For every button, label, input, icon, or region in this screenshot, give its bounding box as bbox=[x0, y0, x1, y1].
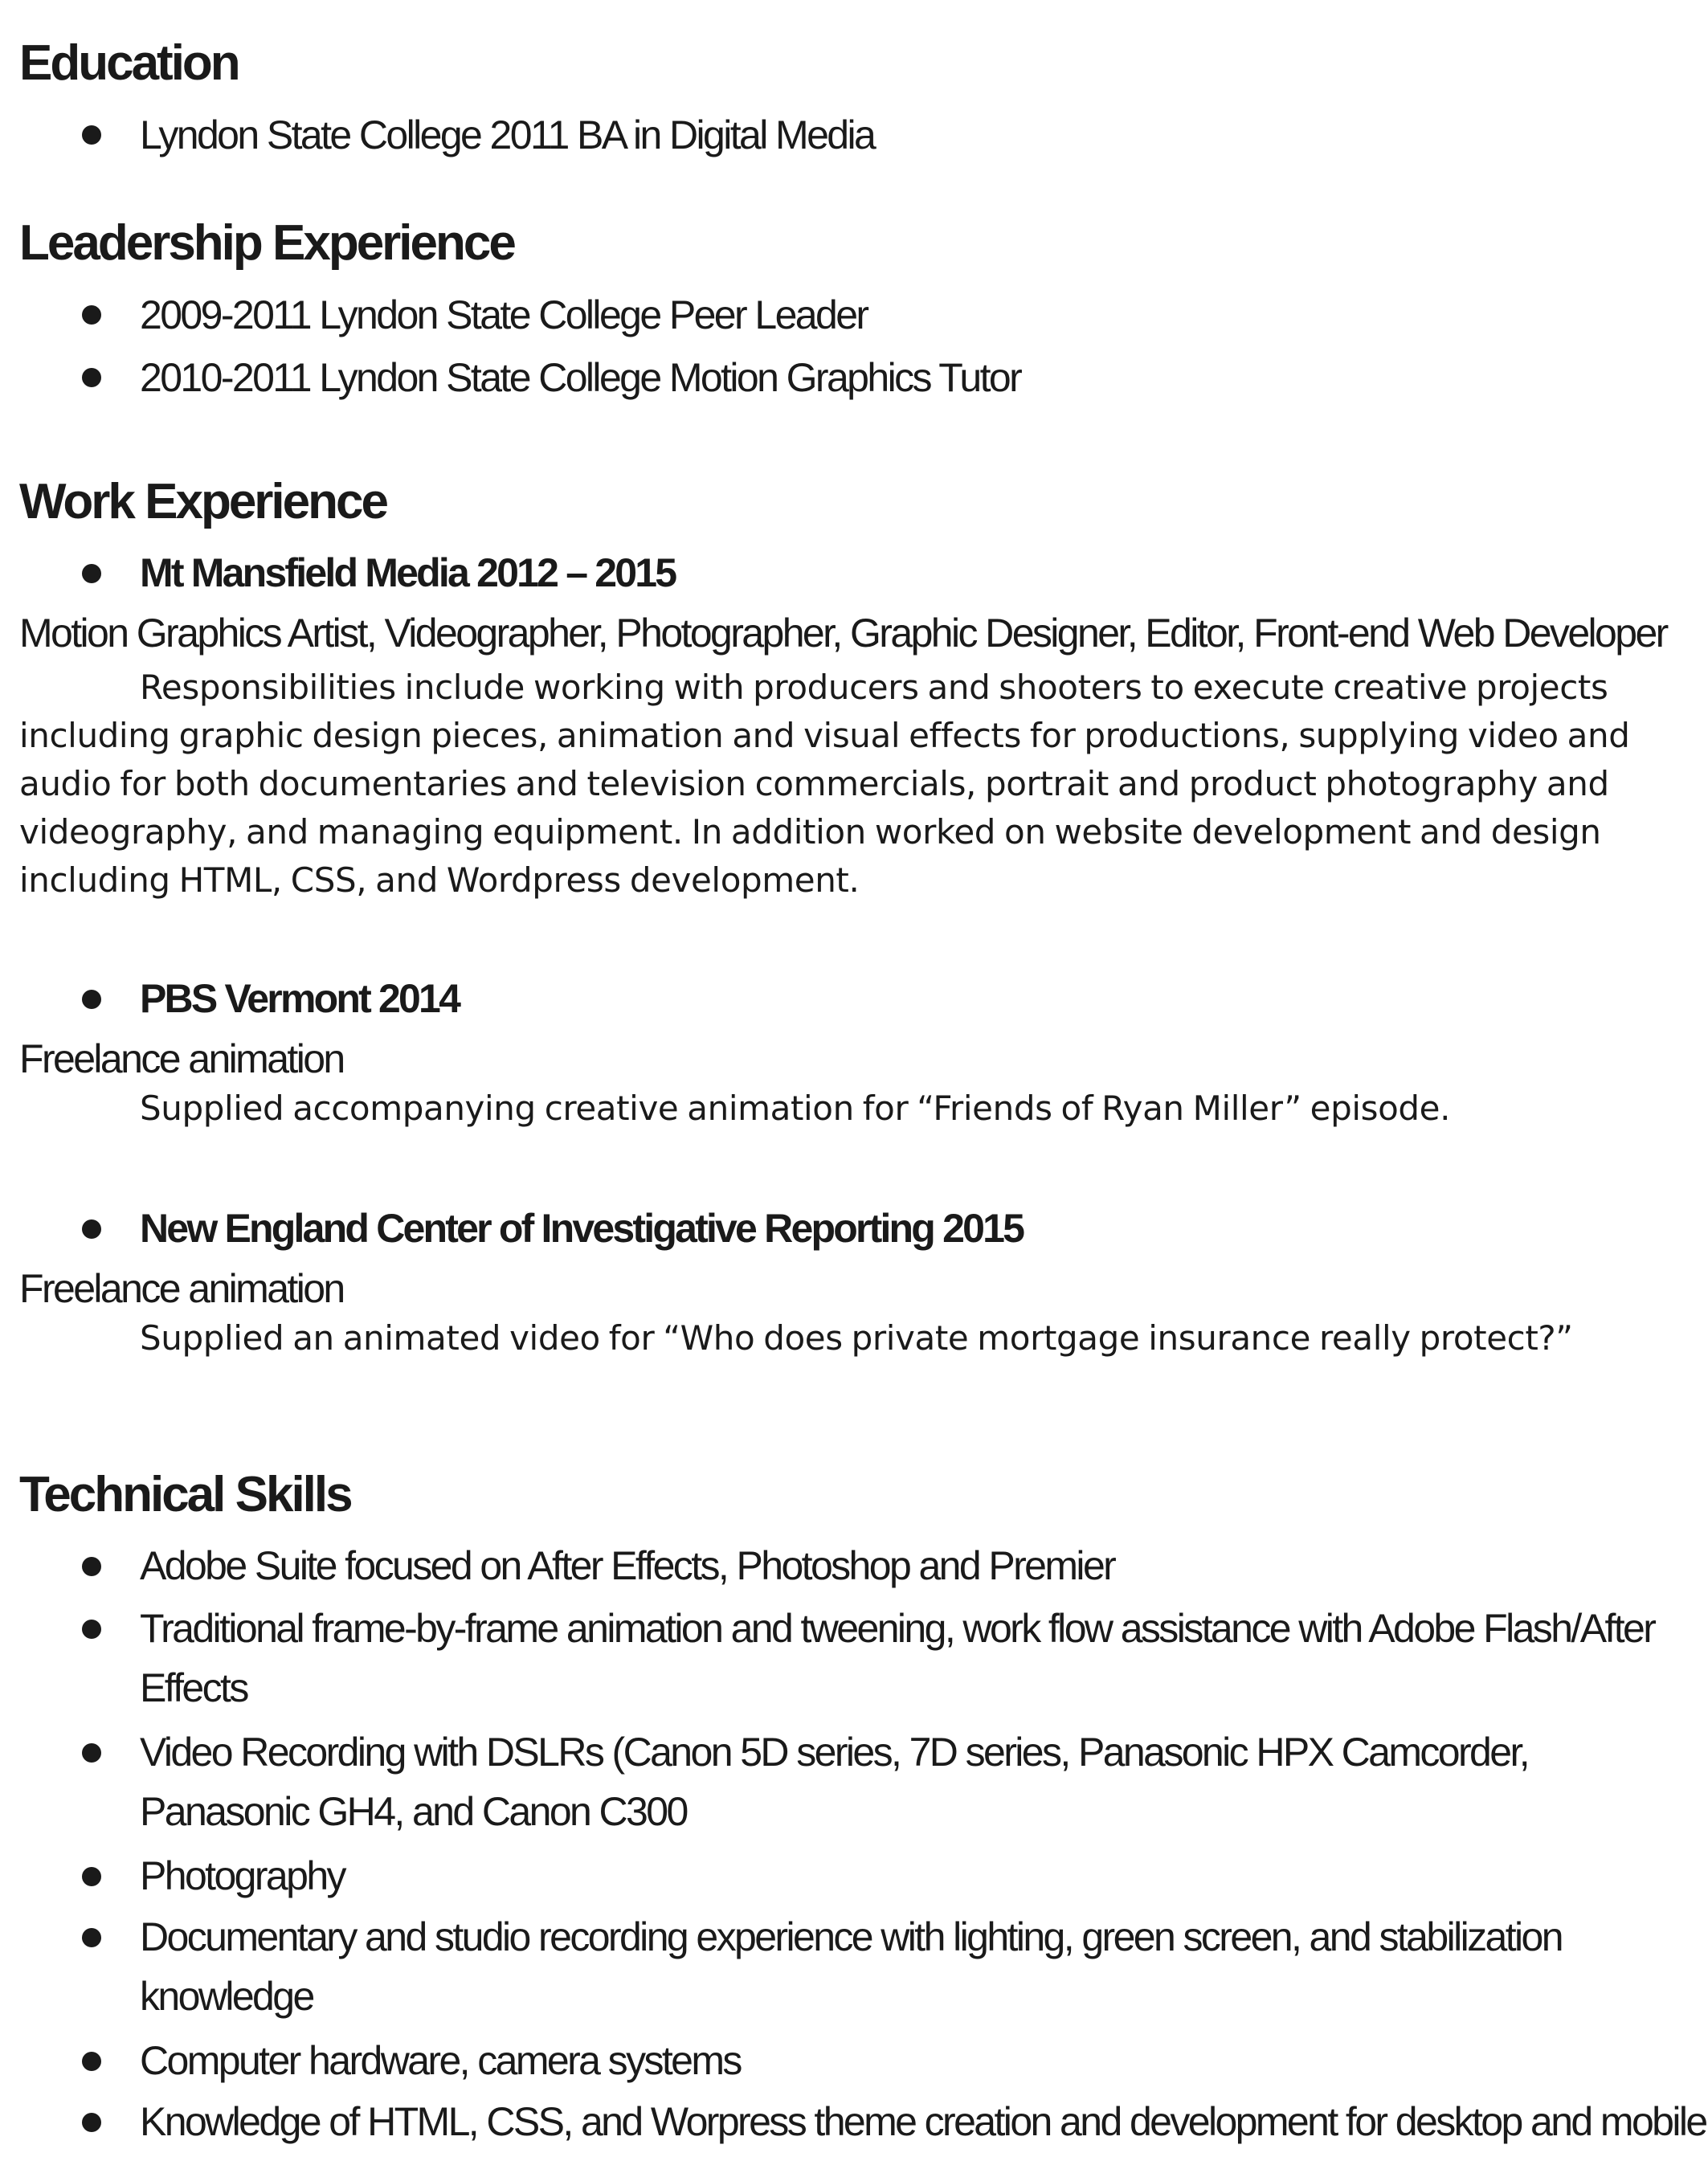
bullet-dot bbox=[82, 564, 101, 583]
bullet-dot bbox=[82, 990, 101, 1009]
skill-item: Traditional frame-by-frame animation and tweening, work flow assistance with Adobe Flash/After Effects bbox=[140, 1606, 1655, 1710]
bullet-dot bbox=[82, 1620, 101, 1639]
bullet-dot bbox=[82, 1928, 101, 1947]
skill-item: Photography bbox=[140, 1853, 345, 1898]
education-item: Lyndon State College 2011 BA in Digital Media bbox=[140, 112, 875, 157]
bullet-dot bbox=[82, 1219, 101, 1239]
job-role: Motion Graphics Artist, Videographer, Photographer, Graphic Designer, Editor, Front-end Web Developer bbox=[19, 611, 1667, 656]
bullet-dot bbox=[82, 1557, 101, 1576]
skills-heading: Technical Skills bbox=[19, 1467, 351, 1522]
skill-item: Video Recording with DSLRs (Canon 5D series, 7D series, Panasonic HPX Camcorder, Panasonic GH4, and Canon C300 bbox=[140, 1730, 1529, 1834]
leadership-item: 2009-2011 Lyndon State College Peer Leader bbox=[140, 292, 868, 337]
job-role: Freelance animation bbox=[19, 1266, 344, 1311]
bullet-dot bbox=[82, 1867, 101, 1886]
skill-item: Adobe Suite focused on After Effects, Photoshop and Premier bbox=[140, 1543, 1115, 1588]
job-role: Freelance animation bbox=[19, 1036, 344, 1081]
job-description: Supplied an animated video for “Who does private mortgage insurance really protect?” bbox=[140, 1318, 1573, 1358]
skill-item: Knowledge of HTML, CSS, and Worpress theme creation and development for desktop and mobile bbox=[140, 2099, 1706, 2144]
bullet-dot bbox=[82, 368, 101, 387]
job-title: PBS Vermont 2014 bbox=[140, 976, 460, 1021]
bullet-dot bbox=[82, 1743, 101, 1763]
job-description: Supplied accompanying creative animation for “Friends of Ryan Miller” episode. bbox=[140, 1089, 1451, 1128]
work-heading: Work Experience bbox=[19, 474, 386, 529]
bullet-dot bbox=[82, 2113, 101, 2132]
bullet-dot bbox=[82, 2052, 101, 2071]
job-description: Responsibilities include working with producers and shooters to execute creative projects including graphic design pieces, animation and visual effects for productions, supplying video and audio for both documentaries and television commercials, portrait and product photography and videography, and managing equipment. In addition worked on website development and design including HTML, CSS, and Wordpress development. bbox=[19, 668, 1630, 900]
skill-item: Documentary and studio recording experience with lighting, green screen, and stabilization knowledge bbox=[140, 1914, 1562, 2019]
bullet-dot bbox=[82, 125, 101, 145]
job-title: New England Center of Investigative Reporting 2015 bbox=[140, 1206, 1024, 1251]
leadership-item: 2010-2011 Lyndon State College Motion Graphics Tutor bbox=[140, 355, 1021, 400]
skill-item: Computer hardware, camera systems bbox=[140, 2038, 741, 2083]
leadership-heading: Leadership Experience bbox=[19, 215, 514, 271]
job-title: Mt Mansfield Media 2012 – 2015 bbox=[140, 550, 676, 595]
education-heading: Education bbox=[19, 35, 239, 91]
bullet-dot bbox=[82, 305, 101, 325]
